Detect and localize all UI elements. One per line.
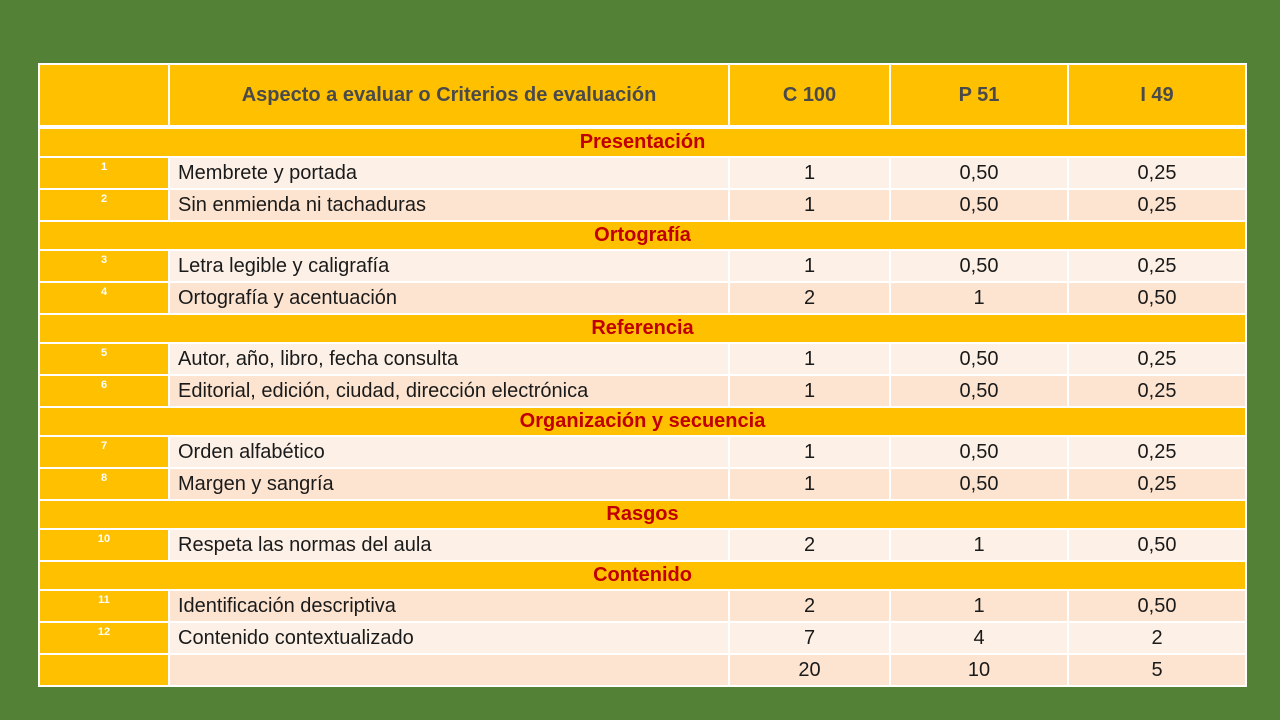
section-title: Organización y secuencia (39, 407, 1246, 436)
criterion-label: Margen y sangría (169, 468, 729, 500)
criterion-label: Contenido contextualizado (169, 622, 729, 654)
score-c: 1 (729, 343, 890, 375)
score-i: 0,50 (1068, 529, 1246, 561)
section-row (39, 221, 1246, 250)
criterion-label: Letra legible y caligrafía (169, 250, 729, 282)
score-c: 1 (729, 375, 890, 407)
totals-label-cell (169, 654, 729, 686)
score-c: 1 (729, 157, 890, 189)
totals-row (39, 654, 1246, 686)
header-aspect: Aspecto a evaluar o Criterios de evaluación (169, 64, 729, 127)
criterion-row (39, 282, 1246, 314)
total-i: 5 (1068, 654, 1246, 686)
rubric-table (38, 63, 1247, 687)
header-col-c: C 100 (729, 64, 890, 127)
score-p: 0,50 (890, 189, 1068, 221)
score-i: 0,50 (1068, 590, 1246, 622)
criterion-row (39, 622, 1246, 654)
section-title: Rasgos (39, 500, 1246, 529)
section-row (39, 407, 1246, 436)
criterion-number: 3 (39, 250, 169, 282)
criterion-number: 2 (39, 189, 169, 221)
score-p: 0,50 (890, 157, 1068, 189)
criterion-label: Editorial, edición, ciudad, dirección electrónica (169, 375, 729, 407)
score-c: 2 (729, 282, 890, 314)
score-i: 0,25 (1068, 157, 1246, 189)
criterion-label: Autor, año, libro, fecha consulta (169, 343, 729, 375)
score-p: 1 (890, 282, 1068, 314)
score-i: 0,50 (1068, 282, 1246, 314)
score-i: 0,25 (1068, 250, 1246, 282)
criterion-row (39, 157, 1246, 189)
section-title: Referencia (39, 314, 1246, 343)
score-p: 1 (890, 529, 1068, 561)
criterion-row (39, 189, 1246, 221)
criterion-row (39, 250, 1246, 282)
score-i: 0,25 (1068, 436, 1246, 468)
score-p: 0,50 (890, 375, 1068, 407)
score-c: 1 (729, 436, 890, 468)
criterion-row (39, 590, 1246, 622)
criterion-row (39, 436, 1246, 468)
score-c: 1 (729, 250, 890, 282)
score-c: 1 (729, 468, 890, 500)
criterion-number: 10 (39, 529, 169, 561)
score-c: 1 (729, 189, 890, 221)
section-title: Ortografía (39, 221, 1246, 250)
criterion-label: Membrete y portada (169, 157, 729, 189)
criterion-number: 8 (39, 468, 169, 500)
totals-number-cell (39, 654, 169, 686)
criterion-label: Identificación descriptiva (169, 590, 729, 622)
score-c: 2 (729, 529, 890, 561)
section-title: Contenido (39, 561, 1246, 590)
criterion-number: 4 (39, 282, 169, 314)
header-number-cell (39, 64, 169, 127)
criterion-label: Sin enmienda ni tachaduras (169, 189, 729, 221)
criterion-label: Respeta las normas del aula (169, 529, 729, 561)
score-p: 1 (890, 590, 1068, 622)
score-p: 0,50 (890, 468, 1068, 500)
criterion-row (39, 375, 1246, 407)
section-title: Presentación (39, 127, 1246, 157)
header-col-p: P 51 (890, 64, 1068, 127)
score-p: 0,50 (890, 436, 1068, 468)
score-i: 0,25 (1068, 189, 1246, 221)
score-p: 4 (890, 622, 1068, 654)
score-i: 0,25 (1068, 343, 1246, 375)
score-p: 0,50 (890, 250, 1068, 282)
criterion-label: Ortografía y acentuación (169, 282, 729, 314)
header-row (39, 64, 1246, 127)
criterion-row (39, 468, 1246, 500)
header-col-i: I 49 (1068, 64, 1246, 127)
score-p: 0,50 (890, 343, 1068, 375)
criterion-number: 5 (39, 343, 169, 375)
score-i: 0,25 (1068, 375, 1246, 407)
section-row (39, 127, 1246, 157)
rubric-body (39, 64, 1246, 686)
criterion-number: 11 (39, 590, 169, 622)
criterion-number: 12 (39, 622, 169, 654)
criterion-row (39, 529, 1246, 561)
criterion-number: 7 (39, 436, 169, 468)
score-c: 2 (729, 590, 890, 622)
section-row (39, 561, 1246, 590)
score-i: 2 (1068, 622, 1246, 654)
criterion-number: 6 (39, 375, 169, 407)
criterion-number: 1 (39, 157, 169, 189)
section-row (39, 500, 1246, 529)
score-c: 7 (729, 622, 890, 654)
criterion-row (39, 343, 1246, 375)
criterion-label: Orden alfabético (169, 436, 729, 468)
section-row (39, 314, 1246, 343)
total-p: 10 (890, 654, 1068, 686)
total-c: 20 (729, 654, 890, 686)
score-i: 0,25 (1068, 468, 1246, 500)
